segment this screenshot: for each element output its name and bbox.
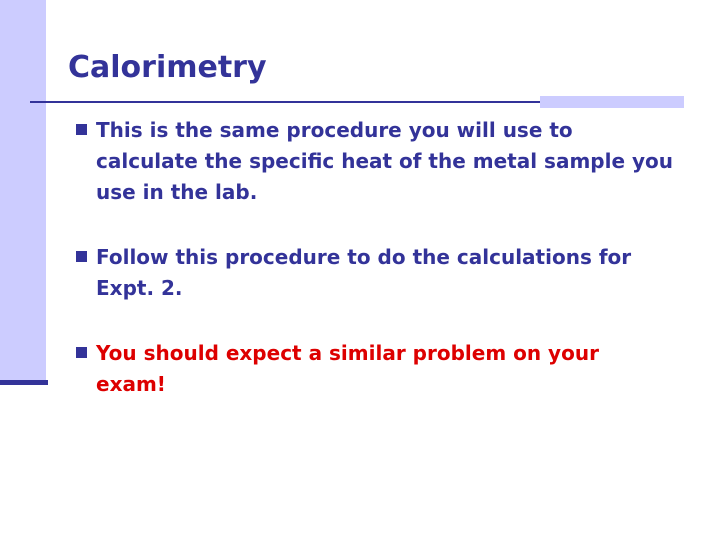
left-bar-accent-line <box>0 380 48 385</box>
bullet-text: Follow this procedure to do the calculations for Expt. 2. <box>96 245 632 300</box>
bullet-text: This is the same procedure you will use to calculate the specific heat of the metal sample you use in the lab. <box>96 118 673 204</box>
title-accent-block <box>540 96 684 108</box>
square-bullet-icon <box>76 124 87 135</box>
bullet-list <box>74 115 674 434</box>
bullet-text: You should expect a similar problem on your exam! <box>96 341 599 396</box>
bullet-item-2 <box>74 242 674 304</box>
square-bullet-icon <box>76 347 87 358</box>
square-bullet-icon <box>76 251 87 262</box>
left-decorative-bar <box>0 0 46 382</box>
bullet-item-1 <box>74 115 674 208</box>
slide-title: Calorimetry <box>68 50 267 85</box>
bullet-item-3 <box>74 338 674 400</box>
